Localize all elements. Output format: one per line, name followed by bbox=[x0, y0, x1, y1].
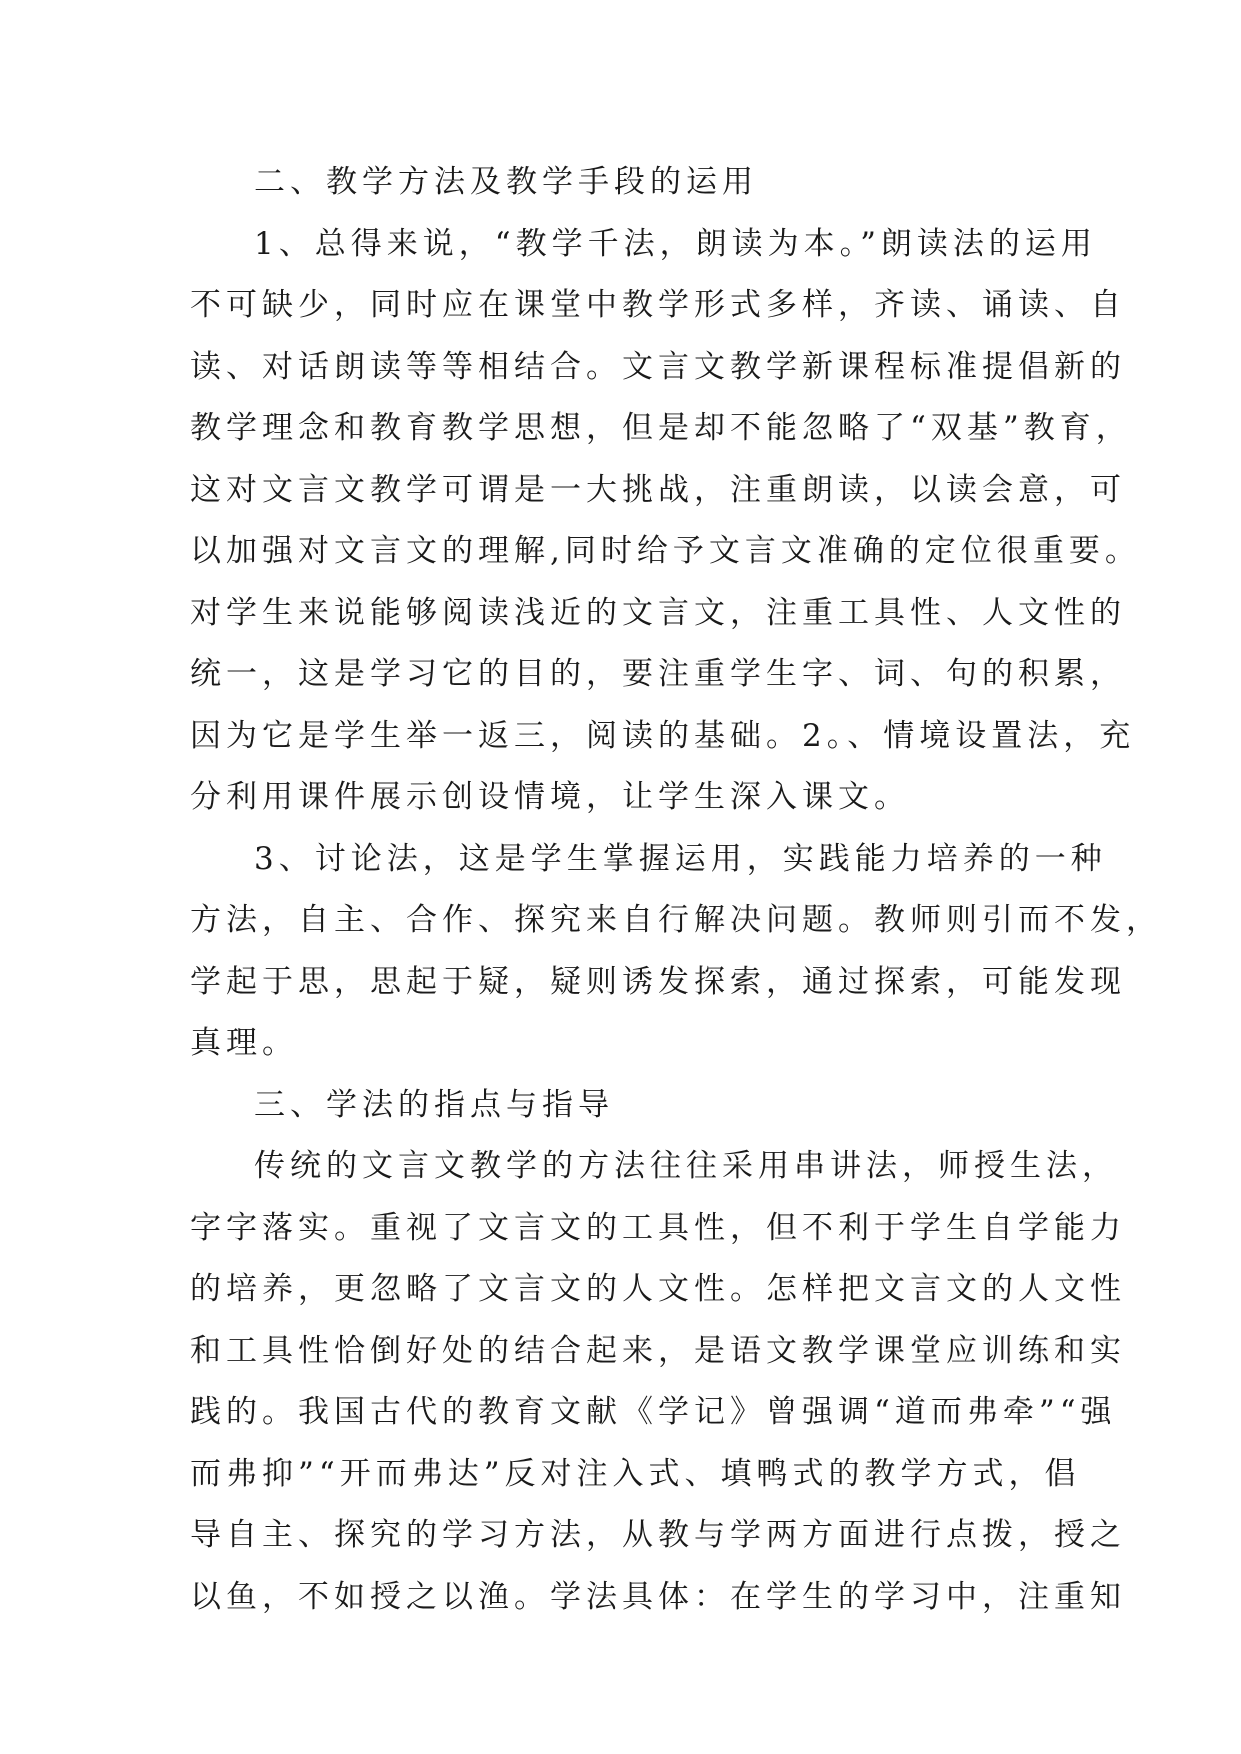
paragraph-line: 以鱼，不如授之以渔。学法具体：在学生的学习中，注重知 bbox=[190, 1578, 1126, 1615]
paragraph-line: 不可缺少，同时应在课堂中教学形式多样，齐读、诵读、自 bbox=[190, 287, 1126, 323]
paragraph-line: 导自主、探究的学习方法，从教与学两方面进行点拨，授之 bbox=[190, 1517, 1126, 1553]
paragraph-line: 对学生来说能够阅读浅近的文言文，注重工具性、人文性的 bbox=[190, 594, 1126, 631]
paragraph-line: 的培养，更忽略了文言文的人文性。怎样把文言文的人文性 bbox=[190, 1271, 1126, 1307]
paragraph-line: 真理。 bbox=[190, 1025, 298, 1061]
paragraph-line: 方法，自主、合作、探究来自行解决问题。教师则引而不发， bbox=[190, 902, 1162, 938]
paragraph-line: 读、对话朗读等等相结合。文言文教学新课程标准提倡新的 bbox=[190, 348, 1126, 385]
paragraph-line: 这对文言文教学可谓是一大挑战，注重朗读，以读会意，可 bbox=[190, 471, 1126, 508]
paragraph-line: 以加强对文言文的理解,同时给予文言文准确的定位很重要。 bbox=[190, 533, 1141, 569]
paragraph-line: 教学理念和教育教学思想，但是却不能忽略了“双基”教育， bbox=[190, 410, 1132, 446]
paragraph-line: 践的。我国古代的教育文献《学记》曾强调“道而弗牵”“强 bbox=[190, 1394, 1117, 1430]
paragraph-line: 3、讨论法，这是学生掌握运用，实践能力培养的一种 bbox=[254, 840, 1107, 877]
document-body bbox=[190, 152, 1162, 1628]
paragraph-line: 而弗抑”“开而弗达”反对注入式、填鸭式的教学方式，倡 bbox=[190, 1455, 1081, 1492]
paragraph-line: 字字落实。重视了文言文的工具性，但不利于学生自学能力 bbox=[190, 1209, 1126, 1246]
paragraph-line: 统一，这是学习它的目的，要注重学生字、词、句的积累， bbox=[190, 656, 1126, 692]
paragraph-line: 学起于思，思起于疑，疑则诱发探索，通过探索，可能发现 bbox=[190, 963, 1126, 1000]
paragraph-line: 1、总得来说，“教学千法，朗读为本。”朗读法的运用 bbox=[254, 225, 1097, 262]
paragraph-line: 和工具性恰倒好处的结合起来，是语文教学课堂应训练和实 bbox=[190, 1332, 1126, 1369]
paragraph-line: 分利用课件展示创设情境，让学生深入课文。 bbox=[190, 779, 910, 815]
paragraph-line: 传统的文言文教学的方法往往采用串讲法，师授生法， bbox=[254, 1148, 1118, 1184]
section-heading-3: 三、学法的指点与指导 bbox=[254, 1086, 614, 1123]
section-heading-2: 二、教学方法及教学手段的运用 bbox=[254, 164, 758, 200]
paragraph-line: 因为它是学生举一返三，阅读的基础。2。、情境设置法，充 bbox=[190, 717, 1136, 754]
